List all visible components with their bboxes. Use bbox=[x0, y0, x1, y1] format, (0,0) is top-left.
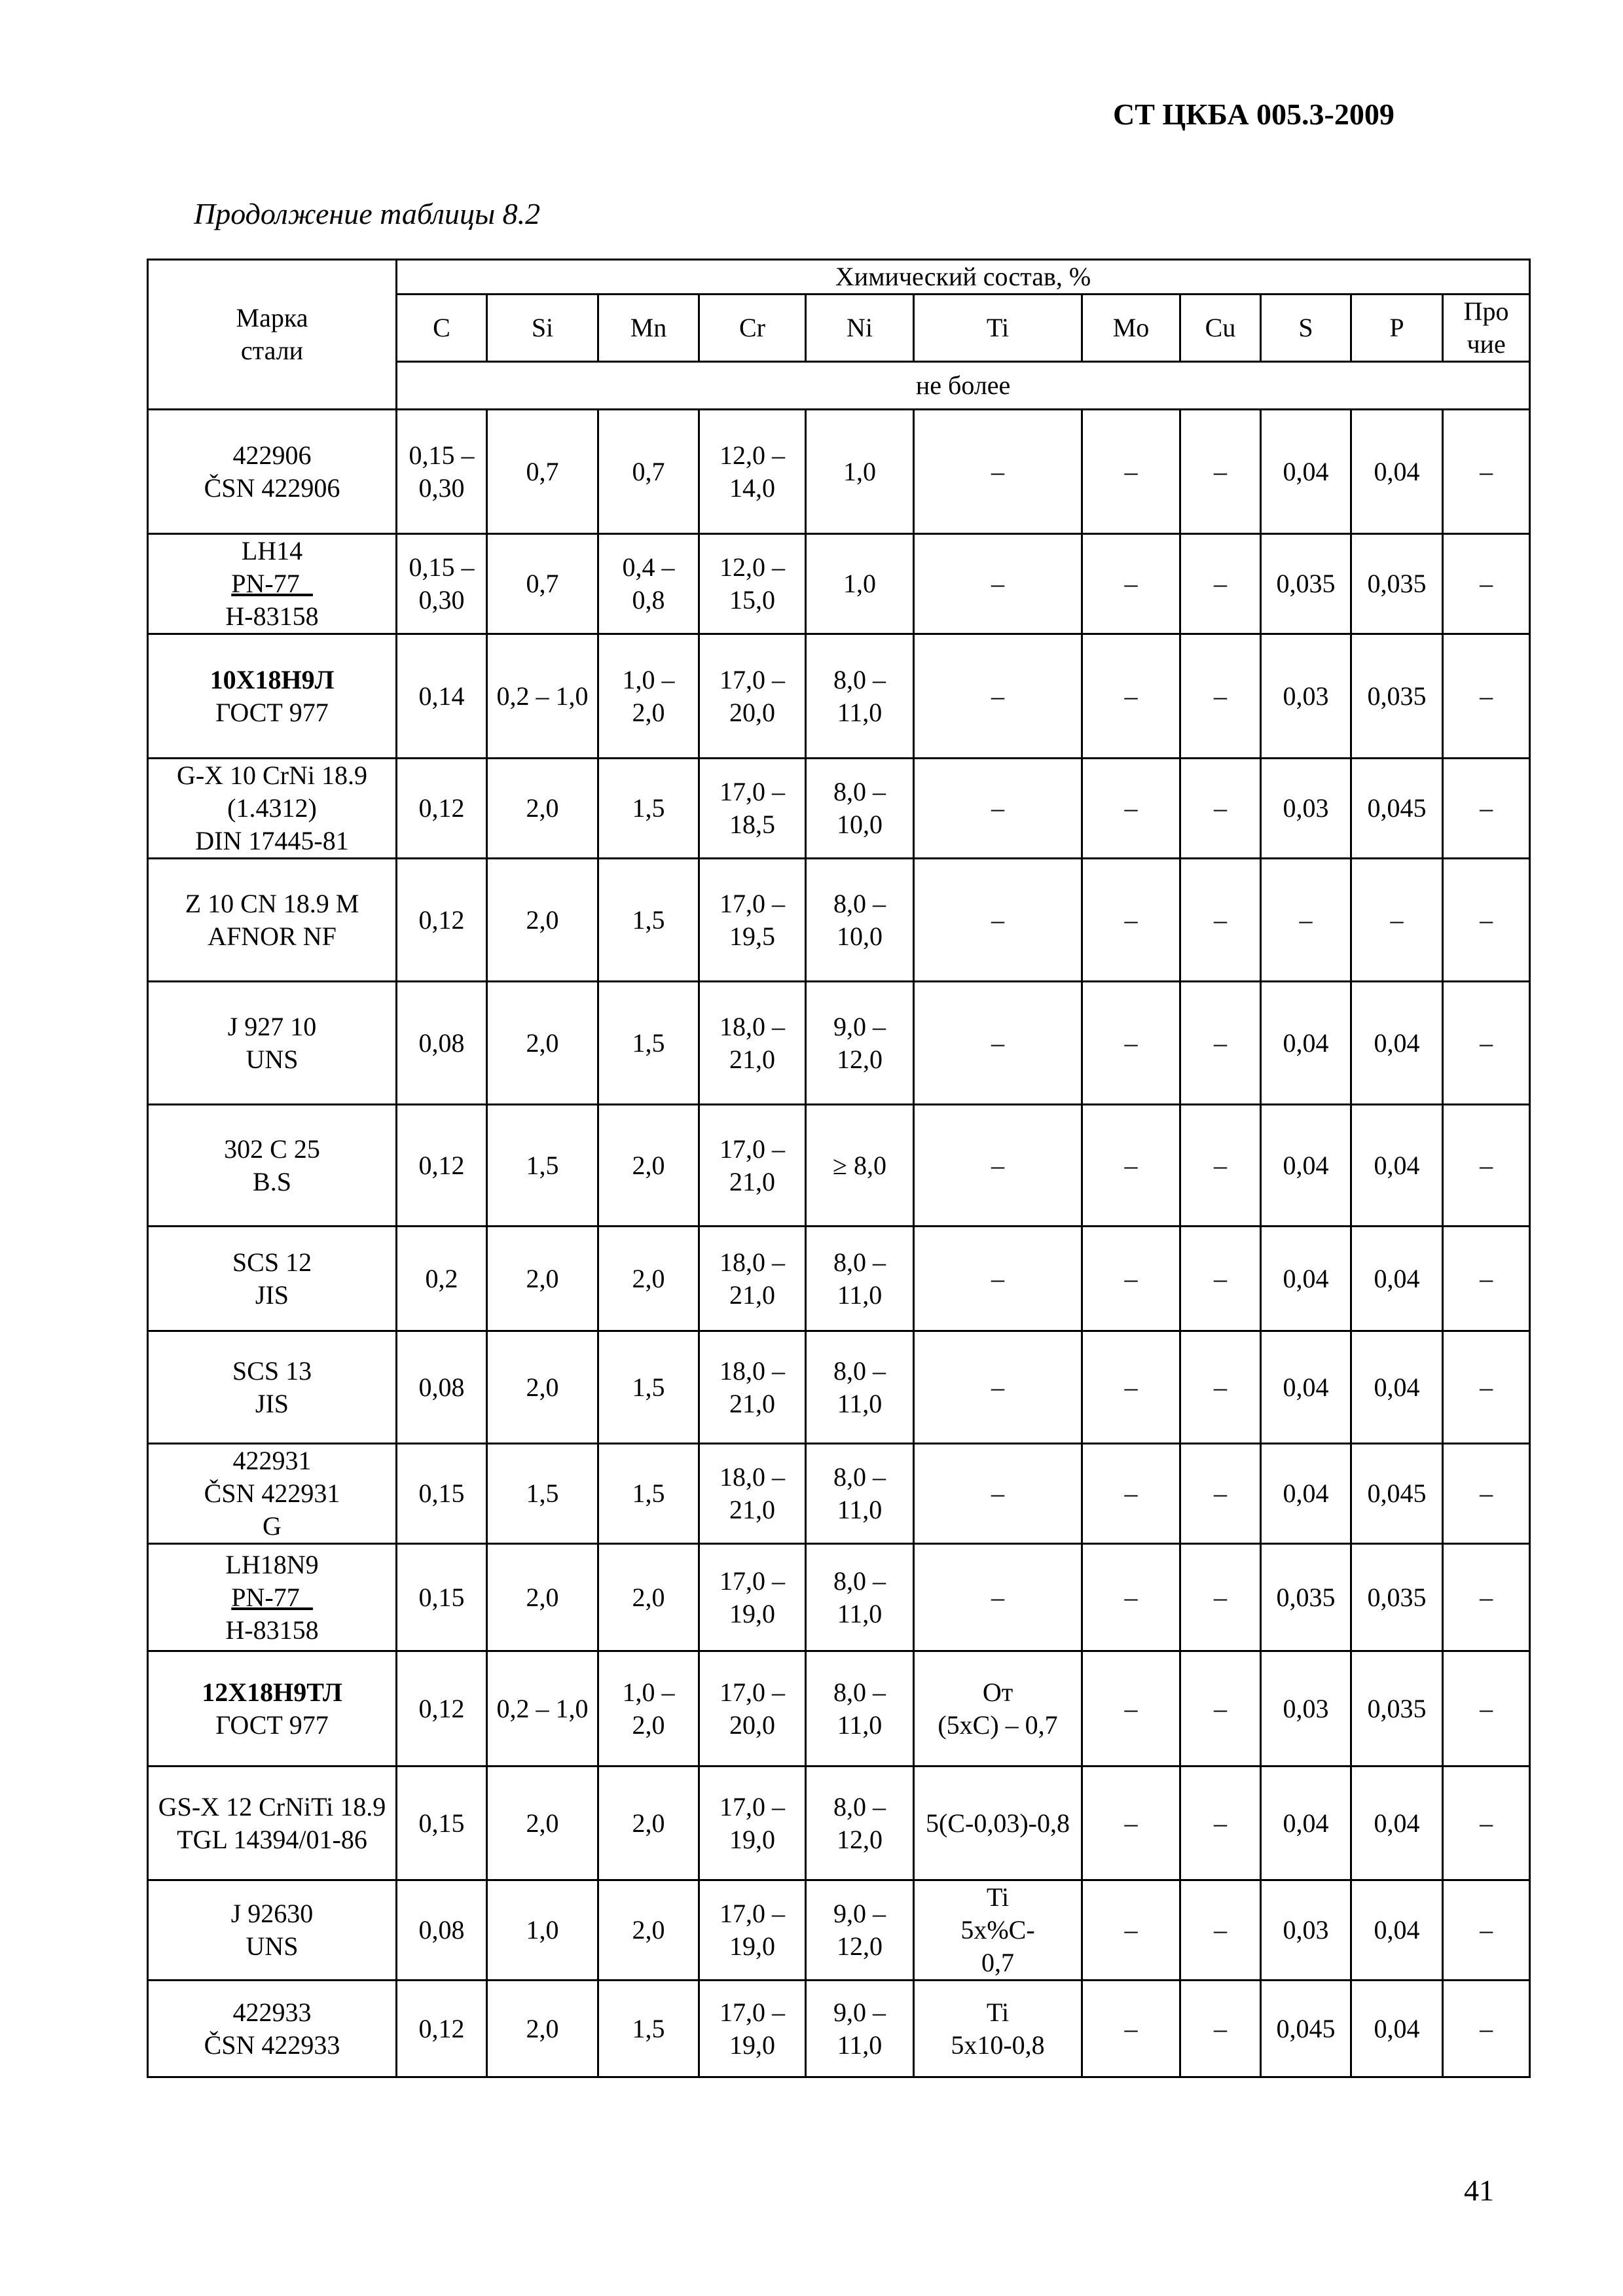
value-cell: 0,15 – 0,30 bbox=[397, 410, 487, 534]
value-cell: 0,035 bbox=[1261, 1544, 1351, 1651]
value-cell: – bbox=[914, 1227, 1082, 1331]
value-cell: 0,12 bbox=[397, 759, 487, 859]
grade-cell: 10Х18Н9Л ГОСТ 977 bbox=[148, 634, 397, 759]
table-row bbox=[148, 1331, 1530, 1444]
value-cell: 0,04 bbox=[1351, 982, 1443, 1105]
value-cell: 0,035 bbox=[1261, 534, 1351, 634]
value-cell: – bbox=[1443, 859, 1530, 982]
value-cell: – bbox=[1443, 1544, 1530, 1651]
value-cell: 0,04 bbox=[1261, 982, 1351, 1105]
value-cell: – bbox=[1443, 1331, 1530, 1444]
value-cell: – bbox=[1082, 1105, 1180, 1227]
value-cell: – bbox=[1180, 1444, 1261, 1544]
value-cell: 8,0 – 10,0 bbox=[806, 759, 914, 859]
value-cell: – bbox=[1082, 982, 1180, 1105]
value-cell: – bbox=[1180, 534, 1261, 634]
value-cell: – bbox=[1443, 982, 1530, 1105]
element-header: P bbox=[1351, 295, 1443, 362]
value-cell: – bbox=[914, 1331, 1082, 1444]
value-cell: 0,04 bbox=[1261, 410, 1351, 534]
value-cell: 9,0 – 11,0 bbox=[806, 1981, 914, 2077]
value-cell: 0,045 bbox=[1351, 1444, 1443, 1544]
value-cell: 2,0 bbox=[487, 1767, 598, 1880]
value-cell: 2,0 bbox=[598, 1105, 699, 1227]
value-cell: 1,5 bbox=[598, 759, 699, 859]
value-cell: – bbox=[914, 1444, 1082, 1544]
value-cell: – bbox=[1082, 1331, 1180, 1444]
value-cell: 0,7 bbox=[487, 410, 598, 534]
table-row bbox=[148, 859, 1530, 982]
value-cell: 0,03 bbox=[1261, 1880, 1351, 1981]
value-cell: – bbox=[1180, 759, 1261, 859]
value-cell: 18,0 – 21,0 bbox=[699, 1227, 806, 1331]
value-cell: – bbox=[1082, 634, 1180, 759]
value-cell: – bbox=[1082, 1544, 1180, 1651]
value-cell: 5(C-0,03)-0,8 bbox=[914, 1767, 1082, 1880]
value-cell: – bbox=[914, 982, 1082, 1105]
value-cell: 18,0 – 21,0 bbox=[699, 1331, 806, 1444]
table-row bbox=[148, 1227, 1530, 1331]
element-header: C bbox=[397, 295, 487, 362]
value-cell: 0,15 bbox=[397, 1544, 487, 1651]
value-cell: 18,0 – 21,0 bbox=[699, 1444, 806, 1544]
grade-cell: J 927 10 UNS bbox=[148, 982, 397, 1105]
value-cell: – bbox=[1180, 1981, 1261, 2077]
value-cell: 0,04 bbox=[1351, 1767, 1443, 1880]
value-cell: 17,0 – 21,0 bbox=[699, 1105, 806, 1227]
grade-cell: 422906 ČSN 422906 bbox=[148, 410, 397, 534]
value-cell: – bbox=[914, 859, 1082, 982]
value-cell: – bbox=[1180, 1651, 1261, 1767]
value-cell: – bbox=[914, 1544, 1082, 1651]
value-cell: 8,0 – 11,0 bbox=[806, 634, 914, 759]
value-cell: – bbox=[1180, 1767, 1261, 1880]
value-cell: 0,045 bbox=[1261, 1981, 1351, 2077]
value-cell: 0,04 bbox=[1261, 1444, 1351, 1544]
value-cell: – bbox=[1082, 1651, 1180, 1767]
value-cell: – bbox=[1180, 1544, 1261, 1651]
grade-cell: 422933 ČSN 422933 bbox=[148, 1981, 397, 2077]
value-cell: – bbox=[1443, 1227, 1530, 1331]
value-cell: – bbox=[1443, 634, 1530, 759]
table-body bbox=[148, 410, 1530, 2077]
table-row bbox=[148, 534, 1530, 634]
value-cell: Ti 5x10-0,8 bbox=[914, 1981, 1082, 2077]
value-cell: – bbox=[1082, 1981, 1180, 2077]
table-row bbox=[148, 759, 1530, 859]
value-cell: – bbox=[1082, 1880, 1180, 1981]
value-cell: 0,7 bbox=[487, 534, 598, 634]
value-cell: – bbox=[1082, 1444, 1180, 1544]
value-cell: 0,15 – 0,30 bbox=[397, 534, 487, 634]
value-cell: 8,0 – 11,0 bbox=[806, 1227, 914, 1331]
limit-note: не более bbox=[397, 362, 1530, 410]
value-cell: 1,5 bbox=[598, 1981, 699, 2077]
value-cell: 12,0 – 14,0 bbox=[699, 410, 806, 534]
value-cell: – bbox=[914, 534, 1082, 634]
value-cell: 9,0 – 12,0 bbox=[806, 1880, 914, 1981]
value-cell: 1,5 bbox=[487, 1105, 598, 1227]
value-cell: 0,04 bbox=[1261, 1331, 1351, 1444]
value-cell: – bbox=[914, 410, 1082, 534]
value-cell: 2,0 bbox=[598, 1544, 699, 1651]
value-cell: 0,03 bbox=[1261, 759, 1351, 859]
value-cell: 2,0 bbox=[598, 1880, 699, 1981]
value-cell: 0,03 bbox=[1261, 1651, 1351, 1767]
grade-cell: SCS 13 JIS bbox=[148, 1331, 397, 1444]
grade-cell: G-X 10 CrNi 18.9 (1.4312) DIN 17445-81 bbox=[148, 759, 397, 859]
table-row bbox=[148, 1105, 1530, 1227]
value-cell: 18,0 – 21,0 bbox=[699, 982, 806, 1105]
value-cell: – bbox=[1180, 1331, 1261, 1444]
table-row bbox=[148, 1880, 1530, 1981]
value-cell: 0,12 bbox=[397, 1981, 487, 2077]
value-cell: 1,5 bbox=[598, 982, 699, 1105]
grade-cell: GS-X 12 CrNiTi 18.9 TGL 14394/01-86 bbox=[148, 1767, 397, 1880]
value-cell: 0,7 bbox=[598, 410, 699, 534]
value-cell: 2,0 bbox=[487, 859, 598, 982]
value-cell: 2,0 bbox=[487, 982, 598, 1105]
value-cell: 17,0 – 19,0 bbox=[699, 1880, 806, 1981]
value-cell: – bbox=[1443, 1651, 1530, 1767]
value-cell: – bbox=[1443, 1105, 1530, 1227]
value-cell: 0,04 bbox=[1351, 1880, 1443, 1981]
value-cell: – bbox=[1082, 859, 1180, 982]
value-cell: 1,5 bbox=[598, 1331, 699, 1444]
grade-header: Марка стали bbox=[148, 260, 397, 410]
value-cell: – bbox=[1443, 534, 1530, 634]
value-cell: – bbox=[1180, 1227, 1261, 1331]
value-cell: – bbox=[914, 759, 1082, 859]
value-cell: 8,0 – 11,0 bbox=[806, 1331, 914, 1444]
value-cell: 0,15 bbox=[397, 1444, 487, 1544]
value-cell: – bbox=[1082, 1227, 1180, 1331]
value-cell: 17,0 – 20,0 bbox=[699, 1651, 806, 1767]
value-cell: – bbox=[1180, 1880, 1261, 1981]
grade-cell: J 92630 UNS bbox=[148, 1880, 397, 1981]
document-code: СТ ЦКБА 005.3-2009 bbox=[1113, 98, 1395, 131]
value-cell: 1,0 – 2,0 bbox=[598, 1651, 699, 1767]
value-cell: 1,0 bbox=[487, 1880, 598, 1981]
element-header: Cr bbox=[699, 295, 806, 362]
value-cell: 8,0 – 11,0 bbox=[806, 1444, 914, 1544]
value-cell: 17,0 – 20,0 bbox=[699, 634, 806, 759]
value-cell: – bbox=[1082, 410, 1180, 534]
value-cell: 0,035 bbox=[1351, 534, 1443, 634]
value-cell: 0,14 bbox=[397, 634, 487, 759]
value-cell: 0,045 bbox=[1351, 759, 1443, 859]
value-cell: 0,2 – 1,0 bbox=[487, 1651, 598, 1767]
value-cell: 0,035 bbox=[1351, 634, 1443, 759]
value-cell: 0,2 bbox=[397, 1227, 487, 1331]
value-cell: – bbox=[914, 634, 1082, 759]
value-cell: 0,12 bbox=[397, 1105, 487, 1227]
value-cell: 1,0 – 2,0 bbox=[598, 634, 699, 759]
value-cell: 0,035 bbox=[1351, 1651, 1443, 1767]
table-row bbox=[148, 982, 1530, 1105]
value-cell: 17,0 – 18,5 bbox=[699, 759, 806, 859]
table-row bbox=[148, 1651, 1530, 1767]
value-cell: – bbox=[1351, 859, 1443, 982]
value-cell: – bbox=[1443, 1880, 1530, 1981]
value-cell: 2,0 bbox=[487, 1981, 598, 2077]
value-cell: 17,0 – 19,0 bbox=[699, 1767, 806, 1880]
chemical-composition-table bbox=[147, 259, 1531, 2078]
value-cell: 17,0 – 19,5 bbox=[699, 859, 806, 982]
grade-cell: Z 10 CN 18.9 M AFNOR NF bbox=[148, 859, 397, 982]
value-cell: 0,08 bbox=[397, 1880, 487, 1981]
table-row bbox=[148, 1444, 1530, 1544]
value-cell: – bbox=[1443, 759, 1530, 859]
value-cell: – bbox=[1180, 1105, 1261, 1227]
value-cell: 1,5 bbox=[598, 859, 699, 982]
value-cell: 0,04 bbox=[1351, 1331, 1443, 1444]
element-header: Cu bbox=[1180, 295, 1261, 362]
value-cell: 0,04 bbox=[1261, 1767, 1351, 1880]
table-row bbox=[148, 1767, 1530, 1880]
grade-cell: 12Х18Н9ТЛ ГОСТ 977 bbox=[148, 1651, 397, 1767]
value-cell: 0,035 bbox=[1351, 1544, 1443, 1651]
value-cell: 2,0 bbox=[487, 1227, 598, 1331]
grade-cell: 422931 ČSN 422931 G bbox=[148, 1444, 397, 1544]
value-cell: 2,0 bbox=[487, 759, 598, 859]
value-cell: 0,15 bbox=[397, 1767, 487, 1880]
value-cell: ≥ 8,0 bbox=[806, 1105, 914, 1227]
element-header: Si bbox=[487, 295, 598, 362]
value-cell: 17,0 – 19,0 bbox=[699, 1544, 806, 1651]
value-cell: 1,5 bbox=[598, 1444, 699, 1544]
value-cell: – bbox=[1180, 634, 1261, 759]
element-header: Mn bbox=[598, 295, 699, 362]
element-header: Ti bbox=[914, 295, 1082, 362]
value-cell: – bbox=[1443, 1444, 1530, 1544]
value-cell: – bbox=[1082, 1767, 1180, 1880]
value-cell: 8,0 – 10,0 bbox=[806, 859, 914, 982]
composition-header: Химический состав, % bbox=[397, 260, 1530, 295]
value-cell: 1,0 bbox=[806, 410, 914, 534]
other-header: Про чие bbox=[1443, 295, 1530, 362]
table-row bbox=[148, 1981, 1530, 2077]
value-cell: 0,08 bbox=[397, 1331, 487, 1444]
grade-cell: 302 C 25 B.S bbox=[148, 1105, 397, 1227]
value-cell: – bbox=[1180, 982, 1261, 1105]
value-cell: – bbox=[1082, 534, 1180, 634]
value-cell: 0,04 bbox=[1261, 1227, 1351, 1331]
value-cell: От (5хС) – 0,7 bbox=[914, 1651, 1082, 1767]
element-header: S bbox=[1261, 295, 1351, 362]
value-cell: – bbox=[1443, 1767, 1530, 1880]
value-cell: – bbox=[1443, 1981, 1530, 2077]
value-cell: 0,04 bbox=[1261, 1105, 1351, 1227]
value-cell: 0,12 bbox=[397, 859, 487, 982]
value-cell: 1,5 bbox=[487, 1444, 598, 1544]
value-cell: – bbox=[914, 1105, 1082, 1227]
grade-cell: LH14 PN-77_ H-83158 bbox=[148, 534, 397, 634]
value-cell: 8,0 – 11,0 bbox=[806, 1544, 914, 1651]
table-caption: Продолжение таблицы 8.2 bbox=[194, 197, 541, 230]
value-cell: 9,0 – 12,0 bbox=[806, 982, 914, 1105]
value-cell: 12,0 – 15,0 bbox=[699, 534, 806, 634]
value-cell: 0,04 bbox=[1351, 410, 1443, 534]
value-cell: – bbox=[1261, 859, 1351, 982]
value-cell: 17,0 – 19,0 bbox=[699, 1981, 806, 2077]
value-cell: – bbox=[1180, 859, 1261, 982]
value-cell: 0,12 bbox=[397, 1651, 487, 1767]
page-number: 41 bbox=[1464, 2174, 1494, 2207]
value-cell: 2,0 bbox=[487, 1331, 598, 1444]
value-cell: – bbox=[1082, 759, 1180, 859]
value-cell: 2,0 bbox=[598, 1767, 699, 1880]
value-cell: 0,04 bbox=[1351, 1981, 1443, 2077]
value-cell: – bbox=[1443, 410, 1530, 534]
value-cell: 0,4 – 0,8 bbox=[598, 534, 699, 634]
value-cell: 0,04 bbox=[1351, 1105, 1443, 1227]
value-cell: 0,03 bbox=[1261, 634, 1351, 759]
table-row bbox=[148, 634, 1530, 759]
value-cell: 8,0 – 12,0 bbox=[806, 1767, 914, 1880]
value-cell: 0,2 – 1,0 bbox=[487, 634, 598, 759]
grade-cell: LH18N9 PN-77_ H-83158 bbox=[148, 1544, 397, 1651]
value-cell: Ti 5x%C- 0,7 bbox=[914, 1880, 1082, 1981]
table-row bbox=[148, 1544, 1530, 1651]
value-cell: 0,04 bbox=[1351, 1227, 1443, 1331]
table-row bbox=[148, 410, 1530, 534]
value-cell: 2,0 bbox=[598, 1227, 699, 1331]
value-cell: 2,0 bbox=[487, 1544, 598, 1651]
value-cell: 8,0 – 11,0 bbox=[806, 1651, 914, 1767]
grade-cell: SCS 12 JIS bbox=[148, 1227, 397, 1331]
value-cell: 1,0 bbox=[806, 534, 914, 634]
element-header: Ni bbox=[806, 295, 914, 362]
value-cell: 0,08 bbox=[397, 982, 487, 1105]
value-cell: – bbox=[1180, 410, 1261, 534]
element-header: Mo bbox=[1082, 295, 1180, 362]
